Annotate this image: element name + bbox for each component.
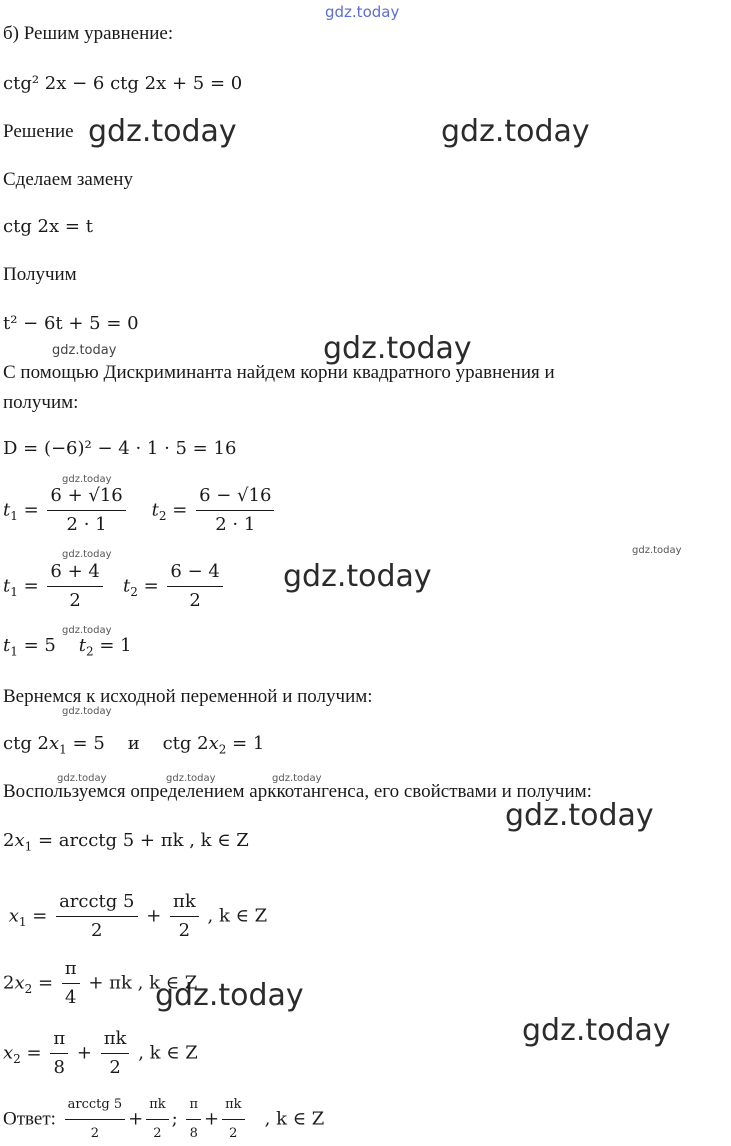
numerator: 6 + √16 [47, 484, 125, 511]
numerator: arcctg 5 [56, 890, 137, 917]
numerator: 6 − √16 [196, 484, 274, 511]
watermark: gdz.today [88, 114, 237, 149]
numerator: πk [101, 1027, 130, 1054]
discriminant-equation: D = (−6)² − 4 · 1 · 5 = 16 [3, 438, 237, 459]
solution-1-a-rhs: arcctg 5 + πk , k ∈ Z [58, 830, 249, 851]
substitution-equation: ctg 2x = t [3, 216, 93, 237]
x1-ctg-value: 5 [93, 733, 105, 754]
fraction [170, 890, 199, 943]
watermark: gdz.today [62, 474, 112, 485]
denominator: 4 [64, 987, 77, 1008]
main-equation: ctg² 2x − 6 ctg 2x + 5 = 0 [3, 73, 243, 94]
denominator: 2 · 1 [66, 514, 107, 535]
solution-1-a: $2x_1$ = arcctg 5 + πk , k ∈ Z [3, 830, 249, 854]
solution-2-b-tail: , k ∈ Z [138, 1042, 198, 1064]
fraction [146, 1093, 168, 1146]
fraction [62, 957, 80, 1010]
watermark: gdz.today [323, 331, 472, 366]
denominator: 2 [69, 590, 81, 611]
numerator: 6 + 4 [47, 560, 102, 587]
solution-2-a: $2x_2$ = $\frac{\pi}{4}$ + πk , k ∈ Z [3, 958, 198, 1008]
watermark: gdz.today [62, 706, 112, 717]
watermark-top: gdz.today [325, 3, 400, 21]
answer-tail: , k ∈ Z [264, 1108, 325, 1130]
solution-1-b-tail: , k ∈ Z [207, 905, 268, 927]
numerator: π [50, 1027, 68, 1054]
denominator: 2 [178, 920, 191, 941]
watermark: gdz.today [166, 773, 216, 784]
arccot-text: Воспользуемся определением арккотангенса, его свойствами и получим: [3, 781, 592, 802]
numerator: πk [146, 1093, 168, 1120]
watermark: gdz.today [441, 114, 590, 149]
fraction [186, 1093, 201, 1146]
solution-1-b: $x_1$ = $\frac{\text{arcctg 5}}{2}$ + $\frac{\pi k}{2}$ , k ∈ Z [8, 891, 268, 941]
watermark: gdz.today [52, 343, 117, 358]
watermark: gdz.today [57, 773, 107, 784]
return-text: Вернемся к исходной переменной и получим: [3, 686, 373, 707]
numerator: arcctg 5 [65, 1093, 125, 1120]
fraction [196, 484, 274, 537]
watermark: gdz.today [522, 1013, 671, 1048]
t1-value: 5 [44, 635, 56, 656]
denominator: 2 [109, 1057, 121, 1078]
fraction [101, 1027, 130, 1080]
watermark: gdz.today [505, 798, 654, 833]
denominator: 8 [189, 1126, 198, 1141]
solution-2-a-tail: + πk , k ∈ Z [88, 972, 198, 994]
numerator: π [62, 957, 80, 984]
watermark: gdz.today [62, 625, 112, 636]
root-values: $t_1 = 5$ $t_2 = 1$ [3, 635, 132, 659]
denominator: 8 [53, 1057, 65, 1078]
fraction [47, 484, 125, 537]
conjunction: и [127, 733, 140, 754]
task-heading: б) Решим уравнение: [3, 23, 174, 44]
discriminant-text-line-1: С помощью Дискриминанта найдем корни квадратного уравнения и [3, 362, 555, 383]
denominator: 2 [91, 920, 103, 941]
watermark: gdz.today [62, 549, 112, 560]
roots-sqrt: $t_1$ = $\frac{6 + √16}{2 \cdot 1}$ $t_2$ = $\frac{6 - √16}{2 \cdot 1}$ [3, 484, 277, 537]
numerator: πk [222, 1093, 244, 1120]
fraction [65, 1093, 125, 1146]
fraction [167, 560, 222, 613]
denominator: 2 [90, 1126, 100, 1141]
watermark: gdz.today [632, 545, 682, 556]
fraction [56, 890, 137, 943]
obtain-label: Получим [3, 264, 77, 285]
denominator: 2 · 1 [215, 514, 256, 535]
watermark: gdz.today [155, 978, 304, 1013]
numerator: πk [170, 890, 199, 917]
watermark: gdz.today [272, 773, 322, 784]
fraction [222, 1093, 244, 1146]
return-equations: ctg $2x_1 = 5$ и ctg $2x_2 = 1$ [3, 733, 265, 757]
quadratic-equation: t² − 6t + 5 = 0 [3, 313, 139, 334]
t2-value: 1 [120, 635, 132, 656]
watermark: gdz.today [283, 559, 432, 594]
roots-simplified: $t_1$ = $\frac{6 + 4}{2}$ $t_2$ = $\frac{6 - 4}{2}$ [3, 560, 226, 613]
answer-label: Ответ: [3, 1108, 56, 1130]
fraction [50, 1027, 68, 1080]
substitution-label: Сделаем замену [3, 169, 133, 190]
discriminant-text-line-2: получим: [3, 392, 79, 413]
solution-2-b: $x_2$ = $\frac{\pi}{8}$ + $\frac{\pi k}{2}$ , k ∈ Z [3, 1028, 198, 1078]
denominator: 2 [189, 590, 201, 611]
fraction [47, 560, 102, 613]
numerator: π [186, 1093, 201, 1120]
x2-ctg-value: 1 [252, 733, 265, 754]
solution-label: Решение [3, 121, 74, 142]
denominator: 2 [153, 1126, 162, 1141]
numerator: 6 − 4 [167, 560, 222, 587]
denominator: 2 [229, 1126, 238, 1141]
answer-line: Ответ: $\frac{\text{arcctg 5}}{2}$ + $\frac{\pi k}{2}$ ; $\frac{\pi}{8}$ + $\frac{\pi k}{2}$ , k ∈ Z [3, 1093, 324, 1146]
